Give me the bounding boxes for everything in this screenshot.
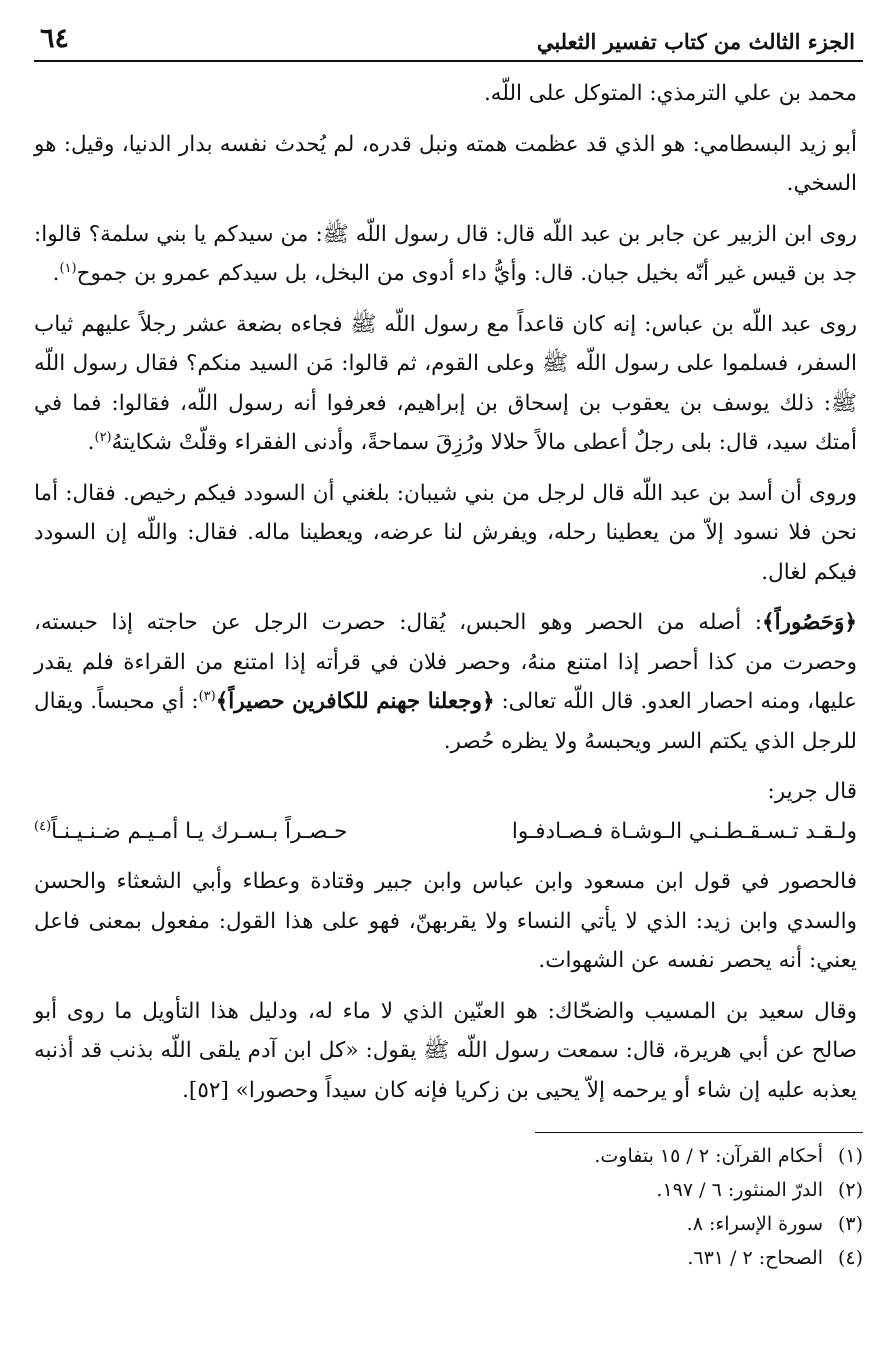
footnote-text: الدرّ المنثور: ٦ / ١٩٧.	[656, 1179, 823, 1201]
poetry-verse	[34, 812, 857, 852]
verse-second-hemistich: حـصـراً بـسـرك يـا أمـيـم ضـنـيـنـاً	[51, 818, 348, 844]
paragraph-ibn-abbas: روى عبد اللّه بن عباس: إنه كان قاعداً مع رسول اللّه ﷺ فجاءه بضعة عشر رجلاً عليهم ثياب السفر، فسلموا على رسول اللّه ﷺ وعلى القوم، ثم قالوا: مَن السيد منكم؟ فقال رسول اللّه ﷺ: ذلك يوسف بن يعقوب بن إسحاق بن إبراهيم، فعرفوا أنه رسول اللّه، فقالوا: فما في أمتك سيد، قال: بلى رجلٌ أعطى مالاً حلالا ورُزِقَ سماحةً، وأدنى الفقراء وقلّتْ شكايتهُ$^{(٢)}$.	[34, 311, 857, 455]
footnote-separator	[535, 1132, 863, 1133]
paragraph-ibn-abbas-text: روى عبد اللّه بن عباس: إنه كان قاعداً مع رسول اللّه ﷺ فجاءه بضعة عشر رجلاً عليهم ثياب السفر، فسلموا على رسول اللّه ﷺ وعلى القوم، ثم قالوا: مَن السيد منكم؟ فقال رسول اللّه ﷺ: ذلك يوسف بن يعقوب بن إسحاق بن إبراهيم، فعرفوا أنه رسول اللّه، فقالوا: فما في أمتك سيد، قال: بلى رجلٌ أعطى مالاً حلالا ورُزِقَ سماحةً، وأدنى الفقراء وقلّتْ شكايتهُ	[34, 311, 857, 455]
footnote-number: (٤)	[837, 1247, 863, 1269]
paragraph-ibn-zubayr-text: روى ابن الزبير عن جابر بن عبد اللّه قال: قال رسول اللّه ﷺ: من سيدكم يا بني سلمة؟ قالوا: جد بن قيس غير أنّه بخيل جبان. قال: وأيُّ داء أدوى من البخل، بل سيدكم عمرو بن جموح	[34, 221, 857, 286]
footnote-marker-4: (٤)	[34, 818, 52, 834]
paragraph-asad: وروى أن أسد بن عبد اللّه قال لرجل من بني شيبان: بلغني أن السودد فيكم رخيص. فقال: أما نحن فلا نسود إلاّ من يعطينا رحله، ويفرش لنا عرضه، ويعطينا ماله. فقال: واللّه إن السودد فيكم لغال.	[34, 480, 857, 585]
paragraph-hasur-end: : أي محبساً. ويقال للرجل الذي يكتم السر ويحبسهُ ولا يظره حُصر.	[34, 689, 857, 754]
page-number: ٦٤	[40, 23, 70, 54]
footnote-text: أحكام القرآن: ٢ / ١٥ بتفاوت.	[594, 1145, 823, 1167]
footnote-number: (٢)	[837, 1179, 863, 1201]
jarir-intro: قال جرير:	[767, 779, 857, 804]
paragraph-said-ibn-musayyib: وقال سعيد بن المسيب والضحّاك: هو العنّين الذي لا ماء له، ودليل هذا التأويل ما روى أبو صالح عن أبي هريرة، قال: سمعت رسول اللّه ﷺ يقول: «كل ابن آدم يلقى اللّه بذنب قد أذنبه يعذبه عليه إن شاء أو يرحمه إلاّ يحيى بن زكريا فإنه كان سيداً وحصورا» [٥٢].	[34, 998, 857, 1103]
running-title: الجزء الثالث من كتاب تفسير الثعلبي	[536, 29, 855, 54]
footnote-number: (١)	[837, 1145, 863, 1167]
footnote-1	[34, 1139, 863, 1173]
footnote-4	[34, 1241, 863, 1275]
page-header	[34, 14, 863, 62]
footnotes	[34, 1139, 863, 1275]
footnote-2	[34, 1173, 863, 1207]
verse-first-hemistich: ولـقـد تـسـقـطـنـي الـوشـاة فـصـادفـوا	[511, 818, 857, 844]
verse-second-hemistich-wrap	[34, 812, 347, 852]
paragraph-hasur-text: : أصله من الحصر وهو الحبس، يُقال: حصرت الرجل عن حاجته إذا حبسته، وحصرت من كذا أحصر إذا امتنع منهُ، وحصر فلان في قرأته إذا امتنع من القراءة فلم يقدر عليها، ومنه احصار العدو. قال اللّه تعالى:	[34, 610, 857, 714]
quran-verse-quote: ﴿وجعلنا جهنم للكافرين حصيراً﴾	[215, 689, 495, 714]
footnote-text: الصحاح: ٢ / ٦٣١.	[687, 1247, 823, 1269]
footnote-3	[34, 1207, 863, 1241]
paragraph-hasur-opinions: فالحصور في قول ابن مسعود وابن عباس وابن جبير وقتادة وعطاء وأبي الشعثاء والحسن والسدي وابن زيد: الذي لا يأتي النساء ولا يقربهنّ، فهو على هذا القول: مفعول بمعنى فاعل يعني: أنه يحصر نفسه عن الشهوات.	[34, 869, 857, 973]
paragraph-ibn-zubayr: روى ابن الزبير عن جابر بن عبد اللّه قال: قال رسول اللّه ﷺ: من سيدكم يا بني سلمة؟ قالوا: جد بن قيس غير أنّه بخيل جبان. قال: وأيُّ داء أدوى من البخل، بل سيدكم عمرو بن جموح$^{(١)}$.	[34, 221, 857, 286]
paragraph-hasur	[34, 603, 857, 761]
footnote-number: (٣)	[837, 1213, 863, 1235]
body-text	[34, 62, 863, 1110]
quran-word-hasur: ﴿وَحَصُوراً﴾	[762, 610, 857, 635]
footnote-marker-3: (٣)	[198, 688, 216, 704]
paragraph-bistami: أبو زيد البسطامي: هو الذي قد عظمت همته ونبل قدره، لم يُحدث نفسه بدار الدنيا، وقيل: هو السخي.	[34, 131, 857, 196]
footnote-marker-2: (٢)	[94, 429, 112, 445]
footnote-marker-1: (١)	[59, 260, 77, 276]
footnote-text: سورة الإسراء: ٨.	[686, 1213, 823, 1235]
paragraph-tirmidhi: محمد بن علي الترمذي: المتوكل على اللّه.	[483, 81, 857, 106]
